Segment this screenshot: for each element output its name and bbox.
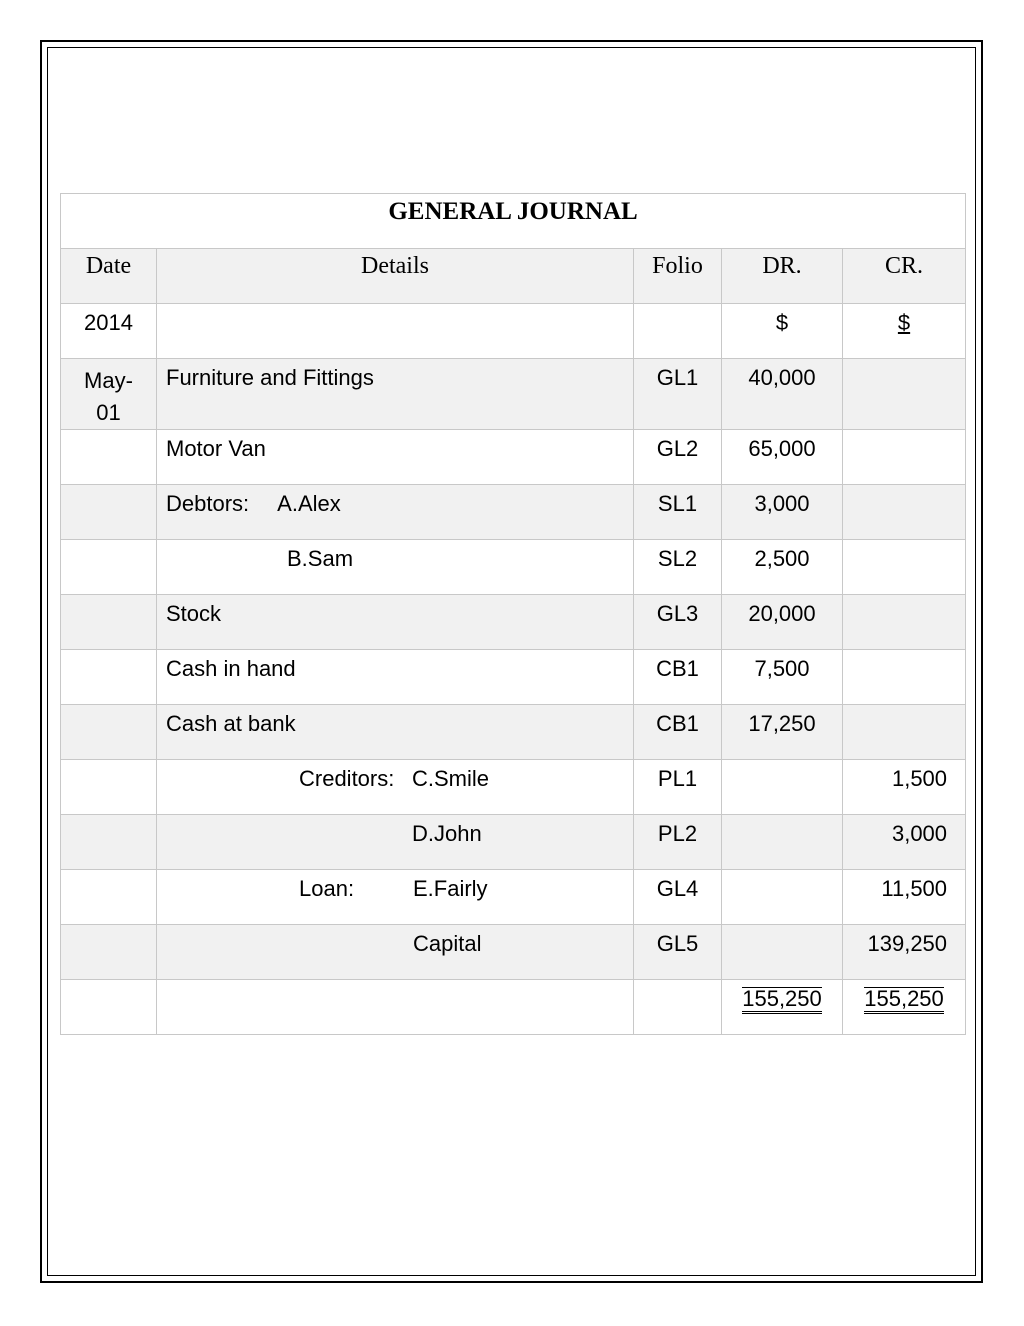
totals-row	[61, 980, 966, 1035]
general-journal-table	[60, 193, 966, 1035]
header-folio: Folio	[634, 249, 722, 304]
date-cell	[61, 815, 157, 870]
cr-cell: 3,000	[843, 815, 966, 870]
dr-cell	[722, 870, 843, 925]
date-cell	[61, 925, 157, 980]
dr-cell: 3,000	[722, 485, 843, 540]
table-row	[61, 359, 966, 430]
cr-cell	[843, 359, 966, 430]
cr-cell	[843, 485, 966, 540]
date-day: 01	[96, 400, 121, 425]
title-row	[61, 194, 966, 249]
cr-cell	[843, 430, 966, 485]
lender-name: E.Fairly	[413, 876, 488, 901]
details-cell	[157, 760, 634, 815]
debtors-label: Debtors:	[166, 491, 250, 516]
table-row	[61, 925, 966, 980]
dr-cell: 65,000	[722, 430, 843, 485]
creditor-name: D.John	[412, 821, 482, 846]
date-cell	[61, 705, 157, 760]
folio-cell: GL1	[634, 359, 722, 430]
loan-label: Loan:	[299, 876, 355, 901]
table-row	[61, 870, 966, 925]
dr-cell: 20,000	[722, 595, 843, 650]
header-cr: CR.	[843, 249, 966, 304]
dr-cell	[722, 925, 843, 980]
table-row	[61, 815, 966, 870]
details-cell	[157, 485, 634, 540]
details-cell: Motor Van	[157, 430, 634, 485]
dr-total: 155,250	[742, 987, 822, 1014]
details-cell	[157, 304, 634, 359]
table-row	[61, 540, 966, 595]
debtor-name: B.Sam	[287, 546, 354, 571]
folio-cell: CB1	[634, 705, 722, 760]
header-details: Details	[157, 249, 634, 304]
year-cell: 2014	[61, 304, 157, 359]
folio-cell: GL3	[634, 595, 722, 650]
folio-cell: SL1	[634, 485, 722, 540]
capital-label: Capital	[413, 931, 482, 956]
dr-currency: $	[722, 304, 843, 359]
cr-total: 155,250	[864, 987, 944, 1014]
table-row	[61, 705, 966, 760]
header-date: Date	[61, 249, 157, 304]
table-row	[61, 650, 966, 705]
details-cell: Cash at bank	[157, 705, 634, 760]
header-row	[61, 249, 966, 304]
table-row	[61, 760, 966, 815]
cr-cell: 1,500	[843, 760, 966, 815]
cr-cell	[843, 595, 966, 650]
debtor-name: A.Alex	[277, 491, 341, 516]
folio-cell: GL2	[634, 430, 722, 485]
date-month: May-	[84, 368, 133, 393]
table-row	[61, 595, 966, 650]
date-cell	[61, 359, 157, 430]
details-cell	[157, 870, 634, 925]
cr-cell	[843, 705, 966, 760]
details-cell	[157, 540, 634, 595]
date-cell	[61, 485, 157, 540]
table-row	[61, 430, 966, 485]
table-row	[61, 485, 966, 540]
folio-cell: GL4	[634, 870, 722, 925]
dr-cell	[722, 815, 843, 870]
cr-currency: $	[897, 310, 911, 335]
folio-cell	[634, 980, 722, 1035]
cr-cell	[843, 650, 966, 705]
date-cell	[61, 760, 157, 815]
header-dr: DR.	[722, 249, 843, 304]
date-cell	[61, 650, 157, 705]
dr-cell: 2,500	[722, 540, 843, 595]
creditors-label: Creditors:	[299, 766, 395, 791]
details-cell: Furniture and Fittings	[157, 359, 634, 430]
dr-cell: 17,250	[722, 705, 843, 760]
date-cell	[61, 980, 157, 1035]
dr-cell	[722, 760, 843, 815]
cr-cell: 11,500	[843, 870, 966, 925]
journal-title: GENERAL JOURNAL	[61, 194, 966, 249]
date-cell	[61, 595, 157, 650]
year-row	[61, 304, 966, 359]
creditor-name: C.Smile	[412, 766, 490, 791]
folio-cell: PL2	[634, 815, 722, 870]
details-cell: Stock	[157, 595, 634, 650]
date-cell	[61, 430, 157, 485]
dr-cell: 40,000	[722, 359, 843, 430]
folio-cell: CB1	[634, 650, 722, 705]
dr-cell: 7,500	[722, 650, 843, 705]
cr-cell	[843, 540, 966, 595]
folio-cell: GL5	[634, 925, 722, 980]
date-cell	[61, 540, 157, 595]
details-cell	[157, 925, 634, 980]
date-cell	[61, 870, 157, 925]
details-cell: Cash in hand	[157, 650, 634, 705]
folio-cell: SL2	[634, 540, 722, 595]
dr-total-cell	[722, 980, 843, 1035]
cr-cell: 139,250	[843, 925, 966, 980]
cr-total-cell	[843, 980, 966, 1035]
details-cell	[157, 815, 634, 870]
folio-cell	[634, 304, 722, 359]
details-cell	[157, 980, 634, 1035]
cr-currency-cell	[843, 304, 966, 359]
folio-cell: PL1	[634, 760, 722, 815]
